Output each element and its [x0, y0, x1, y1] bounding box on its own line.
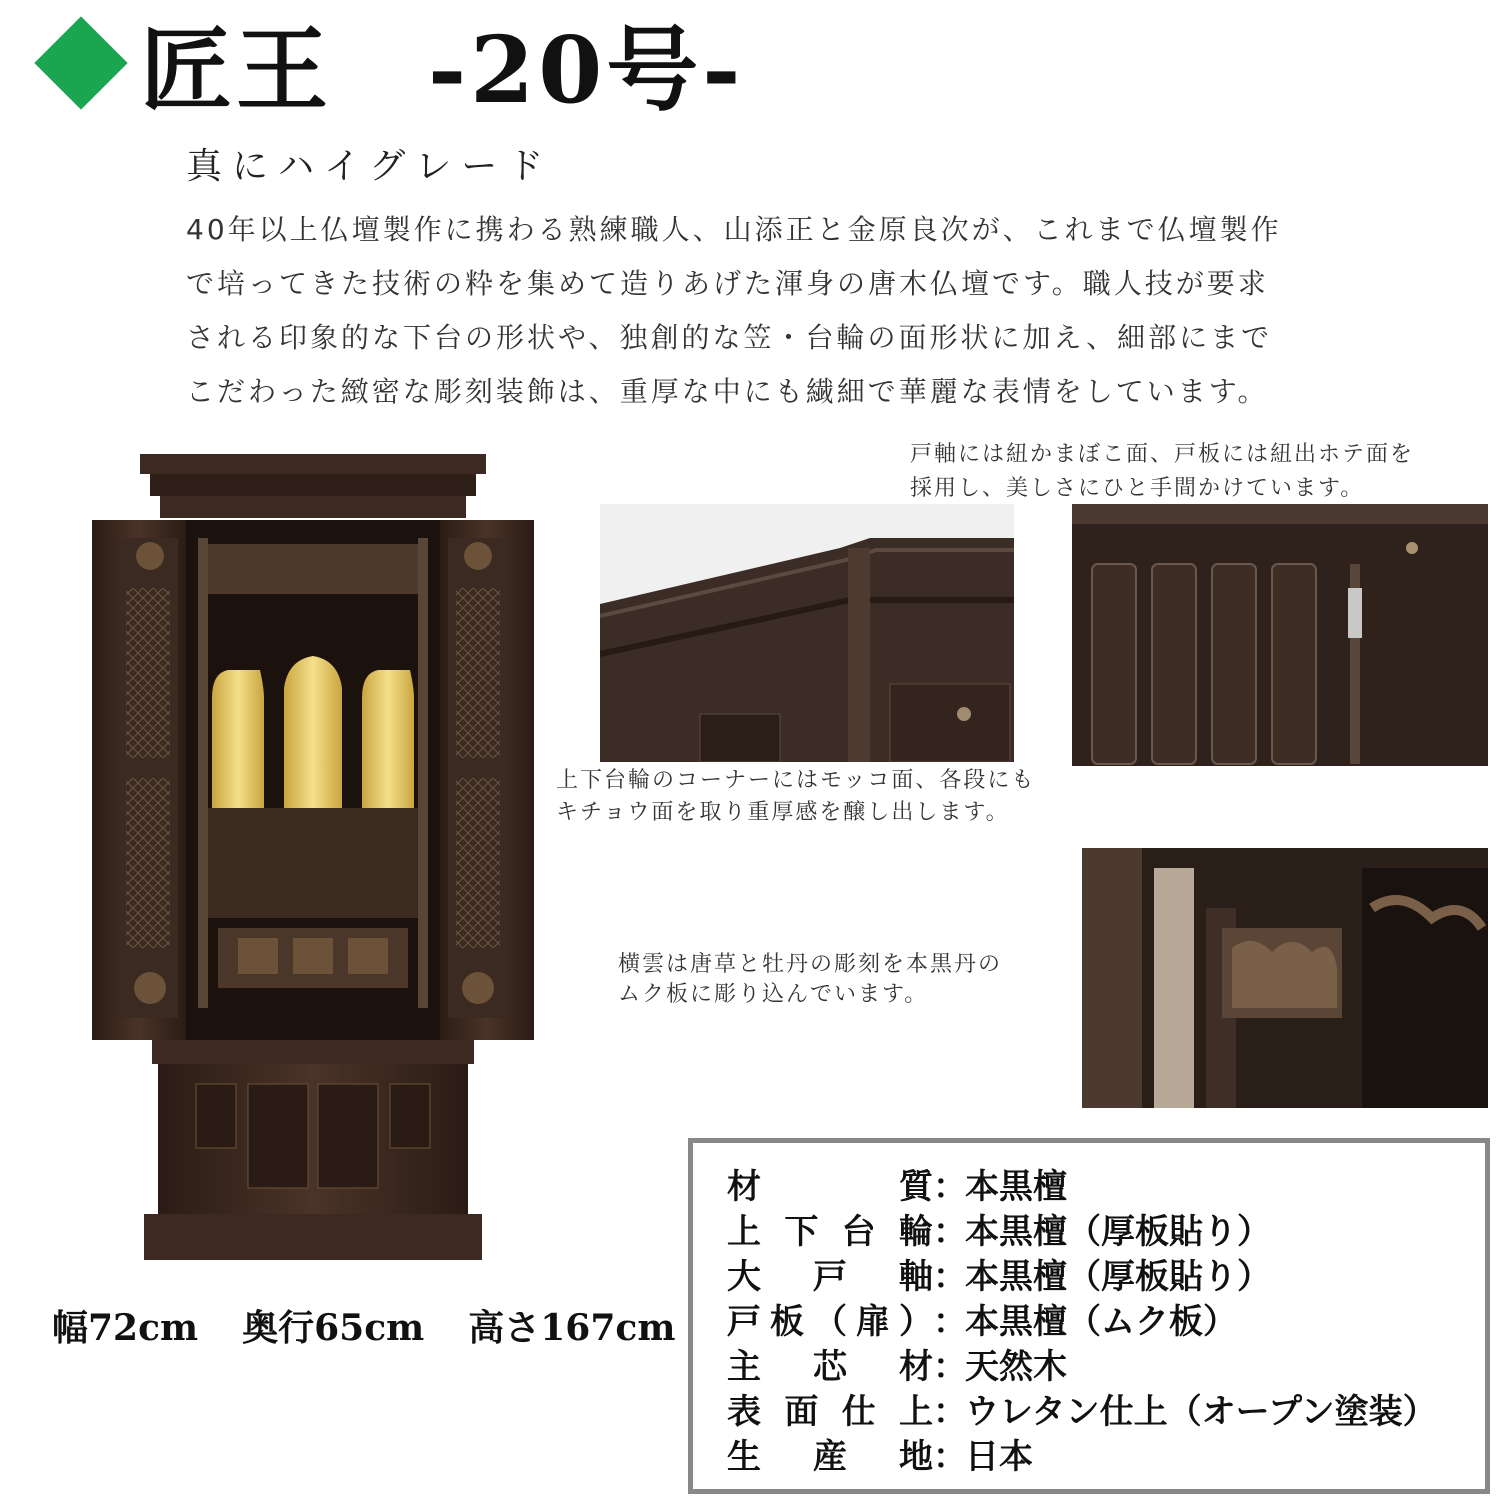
spec-row: 主芯材：天然木	[727, 1347, 1067, 1387]
height-dimension: 高さ167cm	[468, 1307, 676, 1349]
door-caption-line-1: 戸軸には紐かまぼこ面、戸板には紐出ホテ面を	[910, 442, 1415, 467]
door-caption-line-2: 採用し、美しさにひと手間かけています。	[910, 476, 1365, 501]
spec-label: 戸板（扉）	[727, 1302, 933, 1342]
green-diamond-icon	[34, 16, 127, 109]
spec-label: 主芯材	[727, 1347, 933, 1387]
spec-row: 戸板（扉）：本黒檀（ムク板）	[727, 1302, 1237, 1342]
depth-dimension: 奥行65cm	[242, 1307, 425, 1349]
spec-row: 生産地：日本	[727, 1437, 1033, 1477]
spec-value: 本黒檀（厚板貼り）	[965, 1257, 1271, 1297]
description-line-2: で培ってきた技術の粋を集めて造りあげた渾身の唐木仏壇です。職人技が要求	[186, 267, 1269, 300]
spec-value: 本黒檀（ムク板）	[965, 1302, 1237, 1342]
corner-caption-line-1: 上下台輪のコーナーにはモッコ面、各段にも	[556, 768, 1036, 793]
spec-label: 上下台輪	[727, 1212, 933, 1252]
corner-caption-line-2: キチョウ面を取り重厚感を醸し出します。	[556, 800, 1010, 825]
spec-label: 大戸軸	[727, 1257, 933, 1297]
cloud-caption-line-1: 横雲は唐草と牡丹の彫刻を本黒丹の	[618, 952, 1003, 977]
spec-row: 材質：本黒檀	[727, 1167, 1067, 1207]
spec-row: 表面仕上：ウレタン仕上（オープン塗装）	[727, 1392, 1437, 1432]
spec-table	[688, 1138, 1490, 1494]
corner-detail-image	[600, 504, 1014, 762]
spec-row: 上下台輪：本黒檀（厚板貼り）	[727, 1212, 1271, 1252]
description-line-3: される印象的な下台の形状や、独創的な笠・台輪の面形状に加え、細部にまで	[186, 321, 1273, 354]
width-dimension: 幅72cm	[52, 1307, 199, 1349]
spec-value: 本黒檀（厚板貼り）	[965, 1212, 1271, 1252]
spec-value: ウレタン仕上（オープン塗装）	[965, 1392, 1437, 1432]
product-title: 匠王 -20号-	[140, 16, 745, 124]
description-line-1: 40年以上仏壇製作に携わる熟練職人、山添正と金原良次が、これまで仏壇製作	[186, 213, 1282, 246]
description-line-4: こだわった緻密な彫刻装飾は、重厚な中にも繊細で華麗な表情をしています。	[186, 375, 1269, 408]
cloud-carving-detail-image	[1082, 848, 1488, 1108]
spec-label: 表面仕上	[727, 1392, 933, 1432]
cloud-caption-line-2: ムク板に彫り込んでいます。	[618, 982, 929, 1007]
spec-row: 大戸軸：本黒檀（厚板貼り）	[727, 1257, 1271, 1297]
spec-value: 天然木	[965, 1347, 1067, 1387]
spec-value: 日本	[965, 1437, 1033, 1477]
door-panel-detail-image	[1072, 504, 1488, 766]
butsudan-product-image	[88, 448, 538, 1268]
spec-value: 本黒檀	[965, 1167, 1067, 1207]
spec-label: 生産地	[727, 1437, 933, 1477]
spec-label: 材質	[727, 1167, 933, 1207]
product-subtitle: 真にハイグレード	[186, 146, 554, 187]
dimensions	[52, 1300, 719, 1351]
